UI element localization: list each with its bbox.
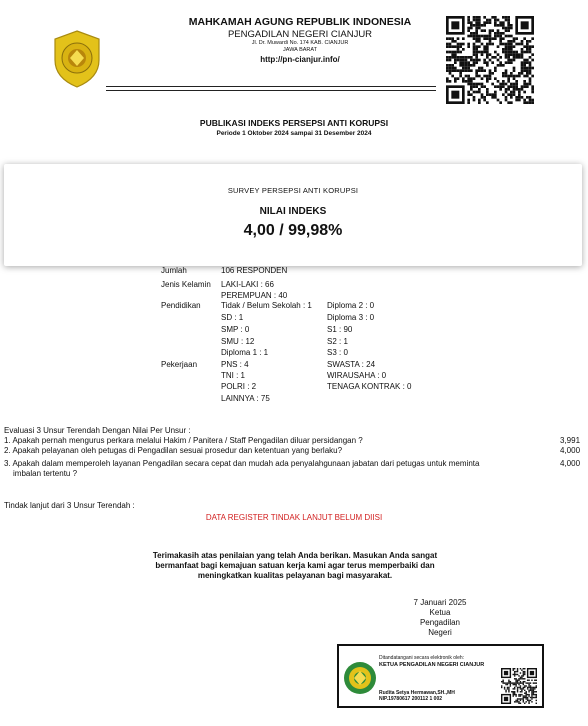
evaluation-heading: Evaluasi 3 Unsur Terendah Dengan Nilai Per Unsur : — [4, 426, 191, 435]
gender-label: Jenis Kelamin — [161, 280, 211, 289]
esign-qr-code-icon — [501, 668, 537, 704]
publication-period: Periode 1 Oktober 2024 sampai 31 Desember 2024 — [216, 130, 372, 137]
header-divider — [106, 86, 436, 91]
signer-nip: NIP.19780617 200112 1 002 — [379, 696, 443, 702]
gender-male: LAKI-LAKI : 66 — [221, 280, 274, 289]
edu-left-0: Tidak / Belum Sekolah : 1 — [221, 301, 312, 310]
court-emblem-logo — [52, 30, 102, 88]
evaluation-score-3: 4,000 — [560, 459, 581, 468]
signature-role-3: Negeri — [428, 628, 452, 637]
electronic-signature-box — [337, 644, 544, 708]
edu-left-3: SMU : 12 — [221, 337, 255, 346]
edu-right-1: Diploma 3 : 0 — [327, 313, 375, 322]
jumlah-label: Jumlah — [161, 266, 187, 275]
signature-role-1: Ketua — [429, 608, 451, 617]
evaluation-score-1: 3,991 — [560, 436, 581, 445]
job-right-1: WIRAUSAHA : 0 — [327, 371, 387, 380]
signer-name: Rudita Setya Hermawan,SH.,MH — [379, 690, 455, 696]
evaluation-score-2: 4,000 — [560, 446, 581, 455]
court-emblem-green-icon — [343, 658, 377, 698]
letterhead — [120, 16, 480, 65]
evaluation-item-2: 2. Apakah pelayanan oleh petugas di Pengadilan sesuai prosedur dan ketentuan yang berlaku? — [4, 446, 343, 455]
edu-right-0: Diploma 2 : 0 — [327, 301, 375, 310]
edu-right-2: S1 : 90 — [327, 325, 353, 334]
esign-note: Ditandatangani secara elektronik oleh: — [379, 655, 465, 661]
jumlah-value: 106 RESPONDEN — [221, 266, 288, 275]
edu-left-4: Diploma 1 : 1 — [221, 348, 269, 357]
followup-heading: Tindak lanjut dari 3 Unsur Terendah : — [4, 501, 135, 510]
job-right-0: SWASTA : 24 — [327, 360, 376, 369]
signature-role-2: Pengadilan — [419, 618, 461, 627]
gender-female: PEREMPUAN : 40 — [221, 291, 288, 300]
evaluation-item-1: 1. Apakah pernah mengurus perkara melalui Hakim / Panitera / Staff Pengadilan diluar persidangan ? — [4, 436, 363, 445]
job-left-3: LAINNYA : 75 — [221, 394, 270, 403]
edu-left-2: SMP : 0 — [221, 325, 250, 334]
thanks-line-2: bermanfaat bagi kemajuan satuan kerja kami agar terus memperbaiki dan — [155, 561, 435, 570]
register-status: DATA REGISTER TINDAK LANJUT BELUM DIISI — [205, 513, 383, 522]
court-address: Jl. Dr. Muwardi No. 174 KAB. CIANJUR — [251, 40, 349, 46]
job-left-1: TNI : 1 — [221, 371, 246, 380]
edu-right-4: S3 : 0 — [327, 348, 348, 357]
evaluation-item-3-cont: imbalan tertentu ? — [13, 469, 78, 478]
edu-right-3: S2 : 1 — [327, 337, 348, 346]
job-left-0: PNS : 4 — [221, 360, 249, 369]
court-website[interactable]: http://pn-cianjur.info/ — [260, 55, 340, 64]
qr-code-icon — [446, 16, 534, 104]
signature-date: 7 Januari 2025 — [413, 598, 467, 607]
survey-title: SURVEY PERSEPSI ANTI KORUPSI — [227, 186, 359, 195]
signature-block — [380, 598, 500, 638]
court-name: PENGADILAN NEGERI CIANJUR — [227, 29, 373, 40]
thanks-message — [110, 551, 480, 581]
occupation-label: Pekerjaan — [161, 360, 198, 369]
job-left-2: POLRI : 2 — [221, 382, 257, 391]
education-label: Pendidikan — [161, 301, 201, 310]
institution-name: MAHKAMAH AGUNG REPUBLIK INDONESIA — [188, 16, 412, 28]
job-right-2: TENAGA KONTRAK : 0 — [327, 382, 412, 391]
thanks-line-1: Terimakasih atas penilaian yang telah Anda berikan. Masukan Anda sangat — [152, 551, 438, 560]
publication-title: PUBLIKASI INDEKS PERSEPSI ANTI KORUPSI — [199, 118, 389, 128]
index-label: NILAI INDEKS — [259, 206, 327, 217]
index-value: 4,00 / 99,98% — [243, 222, 343, 239]
index-card — [4, 164, 582, 266]
thanks-line-3: meningkatkan kualitas pelayanan bagi masyarakat. — [197, 571, 393, 580]
court-province: JAWA BARAT — [282, 47, 318, 53]
evaluation-item-3: 3. Apakah dalam memperoleh layanan Pengadilan secara cepat dan mudah ada penyalahgunaan jabatan dari petugas untuk meminta — [4, 459, 480, 468]
esign-title: KETUA PENGADILAN NEGERI CIANJUR — [379, 662, 485, 668]
signer-name-nip — [379, 690, 455, 702]
edu-left-1: SD : 1 — [221, 313, 244, 322]
